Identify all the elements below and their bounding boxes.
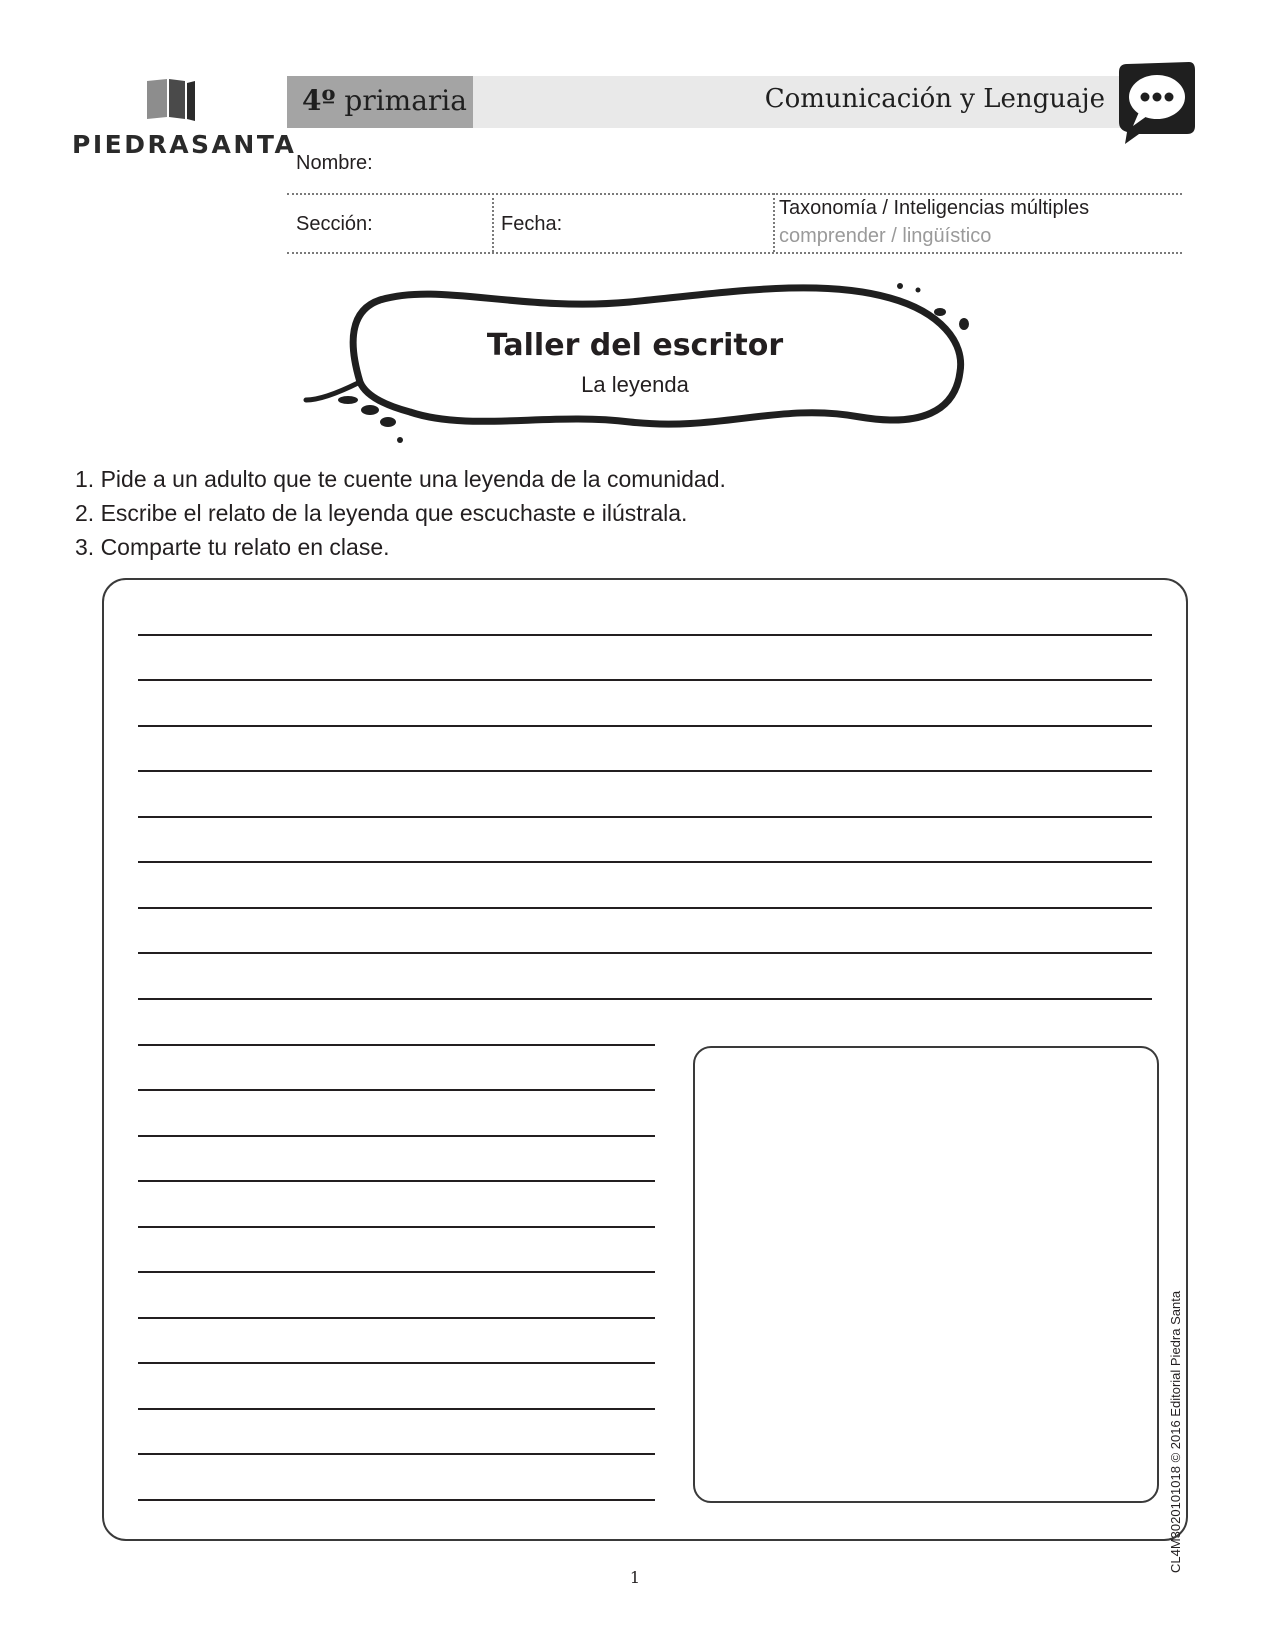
writing-line-short[interactable] (138, 1089, 655, 1091)
writing-line[interactable] (138, 725, 1152, 727)
writing-line[interactable] (138, 861, 1152, 863)
book-logo-icon (145, 77, 197, 123)
writing-line[interactable] (138, 907, 1152, 909)
writing-line-short[interactable] (138, 1453, 655, 1455)
illustration-box[interactable] (693, 1046, 1159, 1503)
grade-label (302, 84, 467, 117)
writing-line-short[interactable] (138, 1226, 655, 1228)
writing-line-short[interactable] (138, 1499, 655, 1501)
taxonomy-value: comprender / lingüístico (779, 225, 992, 247)
divider-bottom (287, 252, 1182, 254)
writing-line[interactable] (138, 816, 1152, 818)
taxonomy-title: Taxonomía / Inteligencias múltiples (779, 197, 1090, 219)
writing-line[interactable] (138, 634, 1152, 636)
subject-title: Comunicación y Lenguaje (764, 84, 1105, 114)
writing-line[interactable] (138, 770, 1152, 772)
instruction-2: 2. Escribe el relato de la leyenda que escuchaste e ilústrala. (75, 500, 688, 526)
writing-line-short[interactable] (138, 1362, 655, 1364)
date-field-label: Fecha: (501, 213, 563, 235)
grade-number: 4º (302, 84, 336, 117)
section-field-label: Sección: (296, 213, 373, 235)
writing-line-short[interactable] (138, 1317, 655, 1319)
writing-line[interactable] (138, 679, 1152, 681)
writing-line[interactable] (138, 998, 1152, 1000)
writing-line-short[interactable] (138, 1044, 655, 1046)
title-cloud-frame (300, 282, 970, 452)
writing-line-short[interactable] (138, 1271, 655, 1273)
speech-bubble-icon (1117, 60, 1197, 146)
grade-level: primaria (344, 84, 467, 117)
page-number: 1 (629, 1568, 641, 1587)
writing-line-short[interactable] (138, 1408, 655, 1410)
instruction-1: 1. Pide a un adulto que te cuente una leyenda de la comunidad. (75, 466, 726, 492)
copyright-credit: CL4M3020101018 © 2016 Editorial Piedra Santa (1168, 1290, 1183, 1573)
writing-line[interactable] (138, 952, 1152, 954)
divider-date-taxonomy (773, 193, 775, 252)
worksheet-subtitle: La leyenda (581, 372, 689, 397)
divider-top (287, 193, 1182, 195)
divider-section-date (492, 193, 494, 252)
name-field-label: Nombre: (296, 152, 373, 174)
worksheet-title: Taller del escritor (486, 328, 784, 363)
brand-logo-text: PIEDRASANTA (72, 130, 297, 159)
instruction-3: 3. Comparte tu relato en clase. (75, 534, 390, 560)
writing-line-short[interactable] (138, 1135, 655, 1137)
writing-line-short[interactable] (138, 1180, 655, 1182)
